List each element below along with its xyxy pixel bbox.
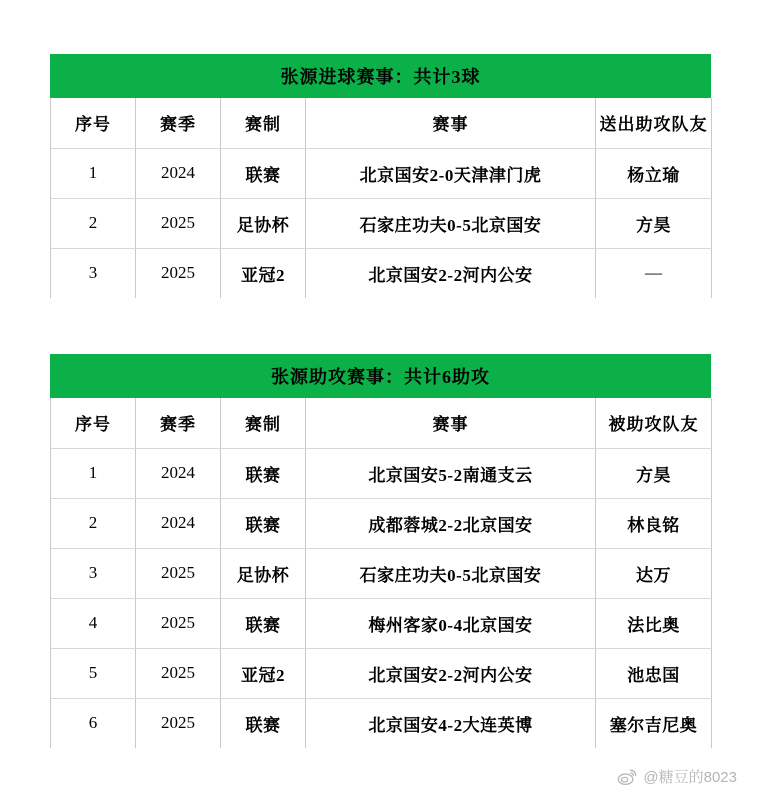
- goals-table: [50, 98, 712, 298]
- cell-match: 石家庄功夫0-5北京国安: [306, 198, 596, 248]
- cell-competition: 联赛: [221, 498, 306, 548]
- cell-competition: 联赛: [221, 448, 306, 498]
- cell-index: 1: [51, 448, 136, 498]
- column-header-competition: 赛制: [221, 398, 306, 448]
- cell-season: 2025: [136, 598, 221, 648]
- column-header-teammate: 被助攻队友: [596, 398, 712, 448]
- table-row: [51, 598, 712, 648]
- cell-teammate: 塞尔吉尼奥: [596, 698, 712, 748]
- cell-season: 2025: [136, 548, 221, 598]
- table-row: [51, 198, 712, 248]
- assists-table-block: [50, 354, 711, 748]
- cell-teammate: 林良铭: [596, 498, 712, 548]
- cell-competition: 足协杯: [221, 198, 306, 248]
- column-header-season: 赛季: [136, 98, 221, 148]
- table-row: [51, 448, 712, 498]
- cell-competition: 亚冠2: [221, 648, 306, 698]
- table-row: [51, 698, 712, 748]
- cell-teammate: 达万: [596, 548, 712, 598]
- goals-table-block: [50, 54, 711, 298]
- table-row: [51, 548, 712, 598]
- cell-index: 3: [51, 548, 136, 598]
- cell-match: 梅州客家0-4北京国安: [306, 598, 596, 648]
- goals-table-title: 张源进球赛事：共计3球: [50, 54, 711, 98]
- cell-match: 北京国安2-0天津津门虎: [306, 148, 596, 198]
- cell-teammate: 杨立瑜: [596, 148, 712, 198]
- cell-season: 2024: [136, 148, 221, 198]
- cell-index: 2: [51, 198, 136, 248]
- table-row: [51, 498, 712, 548]
- cell-index: 5: [51, 648, 136, 698]
- cell-competition: 亚冠2: [221, 248, 306, 298]
- column-header-match: 赛事: [306, 398, 596, 448]
- cell-match: 北京国安2-2河内公安: [306, 648, 596, 698]
- cell-season: 2024: [136, 498, 221, 548]
- cell-teammate: —: [596, 248, 712, 298]
- assists-table: [50, 398, 712, 748]
- cell-index: 2: [51, 498, 136, 548]
- column-header-index: 序号: [51, 398, 136, 448]
- cell-teammate: 法比奥: [596, 598, 712, 648]
- assists-table-title: 张源助攻赛事：共计6助攻: [50, 354, 711, 398]
- table-header-row: [51, 398, 712, 448]
- cell-teammate: 池忠国: [596, 648, 712, 698]
- table-header-row: [51, 98, 712, 148]
- cell-teammate: 方昊: [596, 198, 712, 248]
- column-header-teammate: 送出助攻队友: [596, 98, 712, 148]
- cell-index: 3: [51, 248, 136, 298]
- cell-competition: 联赛: [221, 598, 306, 648]
- cell-competition: 联赛: [221, 148, 306, 198]
- weibo-icon: [617, 767, 637, 787]
- cell-index: 4: [51, 598, 136, 648]
- table-row: [51, 648, 712, 698]
- watermark-text: @糖豆的8023: [643, 769, 737, 786]
- cell-teammate: 方昊: [596, 448, 712, 498]
- cell-match: 北京国安4-2大连英博: [306, 698, 596, 748]
- cell-competition: 足协杯: [221, 548, 306, 598]
- cell-season: 2025: [136, 698, 221, 748]
- table-row: [51, 148, 712, 198]
- table-row: [51, 248, 712, 298]
- cell-match: 石家庄功夫0-5北京国安: [306, 548, 596, 598]
- column-header-season: 赛季: [136, 398, 221, 448]
- cell-match: 成都蓉城2-2北京国安: [306, 498, 596, 548]
- cell-season: 2025: [136, 198, 221, 248]
- cell-competition: 联赛: [221, 698, 306, 748]
- cell-season: 2024: [136, 448, 221, 498]
- column-header-match: 赛事: [306, 98, 596, 148]
- column-header-index: 序号: [51, 98, 136, 148]
- cell-season: 2025: [136, 248, 221, 298]
- cell-match: 北京国安2-2河内公安: [306, 248, 596, 298]
- cell-index: 6: [51, 698, 136, 748]
- watermark: [617, 766, 737, 787]
- cell-season: 2025: [136, 648, 221, 698]
- cell-match: 北京国安5-2南通支云: [306, 448, 596, 498]
- column-header-competition: 赛制: [221, 98, 306, 148]
- cell-index: 1: [51, 148, 136, 198]
